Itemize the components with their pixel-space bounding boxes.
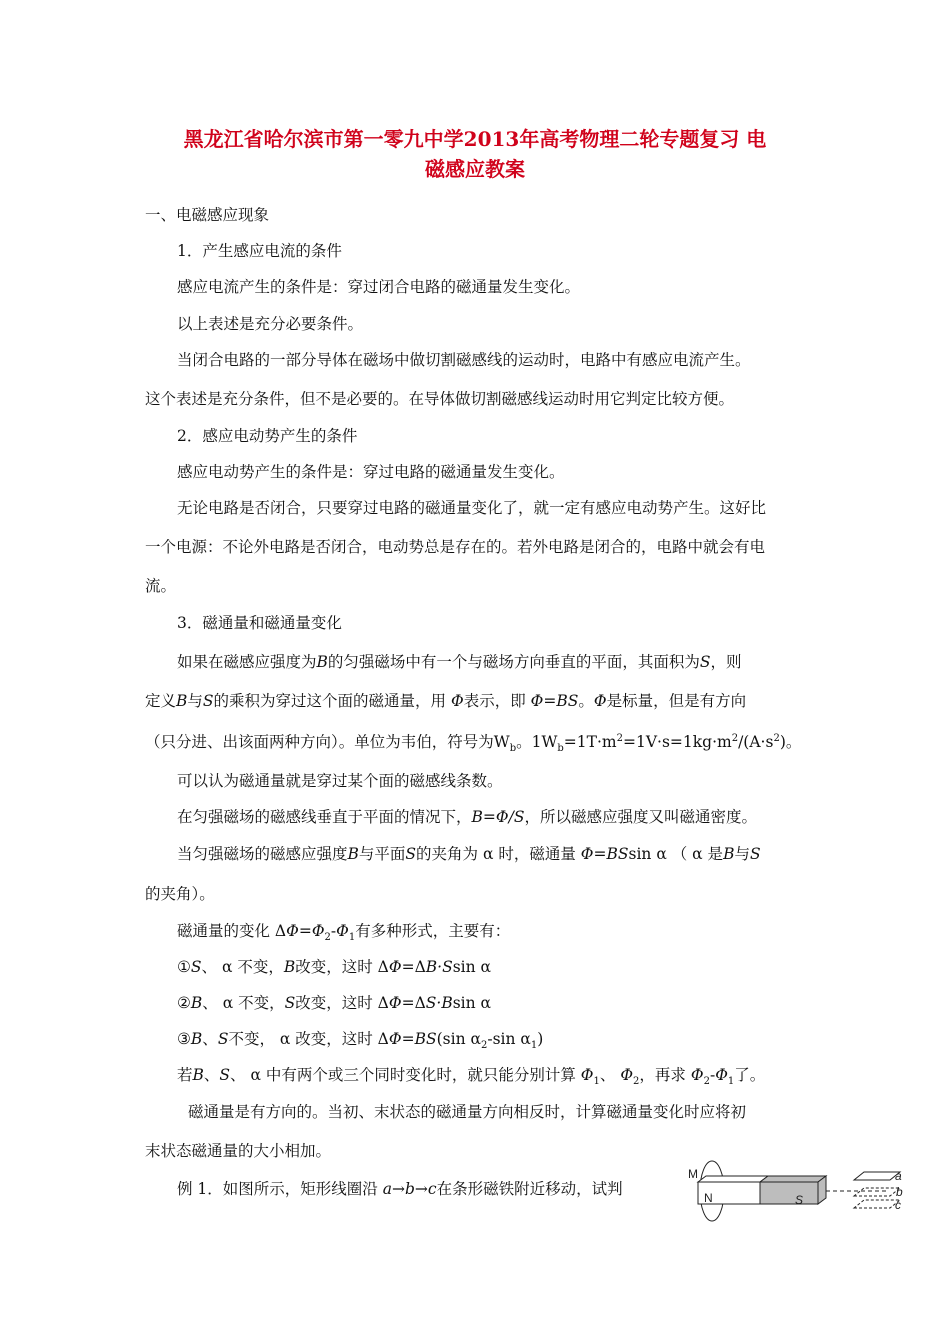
case-item-3: ③B、S不变， α 改变，这时 ΔΦ=BS(sin $\alpha_2-\sin$ $\alpha_1$) <box>177 1030 544 1052</box>
paragraph: 当匀强磁场的磁感应强度B与平面S的夹角为 α 时，磁通量 Φ=BSsin α （ α 是B与S <box>177 845 761 863</box>
paragraph: 在匀强磁场的磁感线垂直于平面的情况下，B=Φ/S，所以磁感应强度又叫磁通密度。 <box>177 808 757 826</box>
paragraph: 当闭合电路的一部分导体在磁场中做切割磁感线的运动时，电路中有感应电流产生。 <box>177 351 751 369</box>
magnet-s-half <box>760 1182 818 1204</box>
subheading-1: 1．产生感应电流的条件 <box>177 242 342 260</box>
paragraph: 一个电源：不论外电路是否闭合，电动势总是存在的。若外电路是闭合的，电路中就会有电 <box>145 538 766 556</box>
paragraph: 感应电流产生的条件是：穿过闭合电路的磁通量发生变化。 <box>177 278 581 296</box>
doc-title-line1: 黑龙江省哈尔滨市第一零九中学2013年高考物理二轮专题复习 电 <box>183 127 767 151</box>
coil-b <box>854 1188 900 1196</box>
doc-title-line2: 磁感应教案 <box>425 157 525 181</box>
coil-c <box>854 1200 900 1208</box>
paragraph: （只分进、出该面两种方向）。单位为韦伯，符号为$W_b$。$1W_b=1T\cdot m^2=1V\cdot s=1kg\cdot m^2/(A\cdot s^2)$。 <box>145 732 802 755</box>
label-m: M <box>688 1167 698 1181</box>
label-n: N <box>704 1191 713 1205</box>
paragraph: 以上表述是充分必要条件。 <box>177 315 364 333</box>
paragraph: 磁通量是有方向的。当初、末状态的磁通量方向相反时，计算磁通量变化时应将初 <box>188 1103 747 1121</box>
subheading-2: 2．感应电动势产生的条件 <box>177 427 358 445</box>
label-a: a <box>895 1169 902 1183</box>
paragraph: 的夹角）。 <box>145 885 215 903</box>
paragraph: 这个表述是充分条件，但不是必要的。在导体做切割磁感线运动时用它判定比较方便。 <box>145 390 735 408</box>
paragraph: 感应电动势产生的条件是：穿过电路的磁通量发生变化。 <box>177 463 565 481</box>
paragraph: 无论电路是否闭合，只要穿过电路的磁通量变化了，就一定有感应电动势产生。这好比 <box>177 499 767 517</box>
paragraph: 磁通量的变化 $\Delta\Phi=\Phi_2-\Phi_1$有多种形式，主要有： <box>177 922 511 944</box>
coil-a <box>854 1172 900 1180</box>
paragraph: 可以认为磁通量就是穿过某个面的磁感线条数。 <box>177 772 503 790</box>
paragraph: 定义B与S的乘积为穿过这个面的磁通量，用 Φ表示，即 Φ=BS。Φ是标量，但是有方向 <box>145 692 747 710</box>
paragraph: 如果在磁感应强度为B的匀强磁场中有一个与磁场方向垂直的平面，其面积为S，则 <box>177 653 742 671</box>
case-item-1: ①S、 α 不变，B改变，这时 ΔΦ=ΔB·Ssin α <box>177 958 492 976</box>
doc-title <box>100 124 850 184</box>
label-b: b <box>896 1185 903 1199</box>
paragraph: 流。 <box>145 577 177 595</box>
label-s: S <box>795 1193 804 1207</box>
example-1: 例 1．如图所示，矩形线圈沿 a→b→c在条形磁铁附近移动，试判 <box>177 1180 623 1198</box>
section-heading: 一、电磁感应现象 <box>145 206 270 224</box>
subheading-3: 3．磁通量和磁通量变化 <box>177 614 342 632</box>
case-item-2: ②B、 α 不变，S改变，这时 ΔΦ=ΔS·Bsin α <box>177 994 492 1012</box>
paragraph: 若B、S、 α 中有两个或三个同时变化时，就只能分别计算 $\Phi_1$、 $\Phi_2$，再求 $\Phi_2-\Phi_1$了。 <box>177 1066 766 1088</box>
paragraph: 末状态磁通量的大小相加。 <box>145 1142 332 1160</box>
label-c: c <box>895 1198 901 1212</box>
magnet-coil-figure <box>688 1158 918 1228</box>
